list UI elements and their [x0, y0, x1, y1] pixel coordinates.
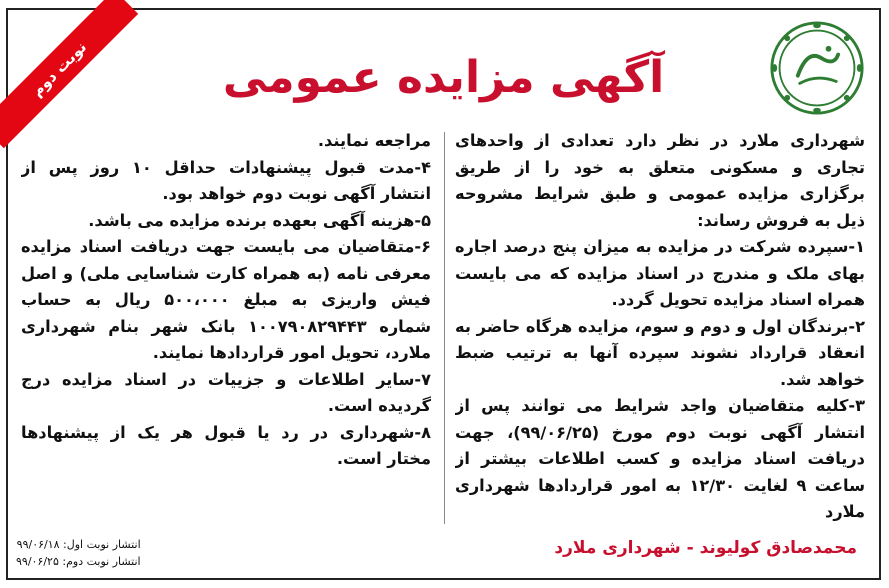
ribbon-label: نوبت دوم: [27, 37, 91, 101]
publication-dates: [16, 536, 141, 570]
condition-8: ۸-شهرداری در رد یا قبول هر یک از پیشنهادها مختار است.: [21, 422, 431, 468]
signature: محمدصادق کولیوند - شهرداری ملارد: [554, 538, 857, 558]
first-publication-date: انتشار نوبت اول: ۹۹/۰۶/۱۸: [16, 538, 141, 551]
municipality-logo: [769, 20, 865, 116]
right-column: [455, 128, 865, 524]
condition-1: ۱-سپرده شرکت در مزایده به میزان پنج درصد اجاره بهای ملک و مندرج در اسناد مزایده که می بایست همراه اسناد مزایده تحویل گردد.: [455, 237, 865, 309]
condition-7: ۷-سایر اطلاعات و جزییات در اسناد مزایده درج گردیده است.: [21, 369, 431, 415]
page-title: آگهی مزایده عمومی: [222, 52, 665, 103]
second-publication-ribbon: [0, 0, 138, 148]
condition-4: ۴-مدت قبول پیشنهادات حداقل ۱۰ روز پس از انتشار آگهی نوبت دوم خواهد بود.: [21, 157, 431, 203]
intro-paragraph: شهرداری ملارد در نظر دارد تعدادی از واحدهای تجاری و مسکونی متعلق به خود را از طریق برگزاری مزایده عمومی و طبق شرایط مشروحه ذیل به فروش رساند:: [455, 131, 865, 230]
column-divider: [444, 132, 445, 524]
condition-3: ۳-کلیه متقاضیان واجد شرایط می توانند پس از انتشار آگهی نوبت دوم مورخ (۹۹/۰۶/۲۵)، جهت دریافت اسناد مزایده و کسب اطلاعات بیشتر از ساعت ۹ لغایت ۱۲/۳۰ به امور قراردادها شهرداری ملارد: [455, 396, 865, 521]
condition-6: ۶-متقاضیان می بایست جهت دریافت اسناد مزایده معرفی نامه (به همراه کارت شناسایی ملی) و اصل فیش واریزی به مبلغ ۵۰۰،۰۰۰ ریال به حساب شماره ۱۰۰۷۹۰۸۲۹۴۴۳ بانک شهر بنام شهرداری ملارد، تحویل امور قراردادها نمایند.: [21, 237, 431, 362]
condition-3-continuation: مراجعه نمایند.: [317, 131, 431, 150]
condition-5: ۵-هزینه آگهی بعهده برنده مزایده می باشد.: [88, 210, 431, 230]
condition-2: ۲-برندگان اول و دوم و سوم، مزایده هرگاه حاضر به انعقاد قرارداد نشوند سپرده آنها به ترتیب ضبط خواهد شد.: [455, 316, 865, 389]
second-publication-date: انتشار نوبت دوم: ۹۹/۰۶/۲۵: [16, 555, 141, 568]
left-column: [21, 128, 431, 524]
advertisement-frame: [6, 8, 881, 580]
